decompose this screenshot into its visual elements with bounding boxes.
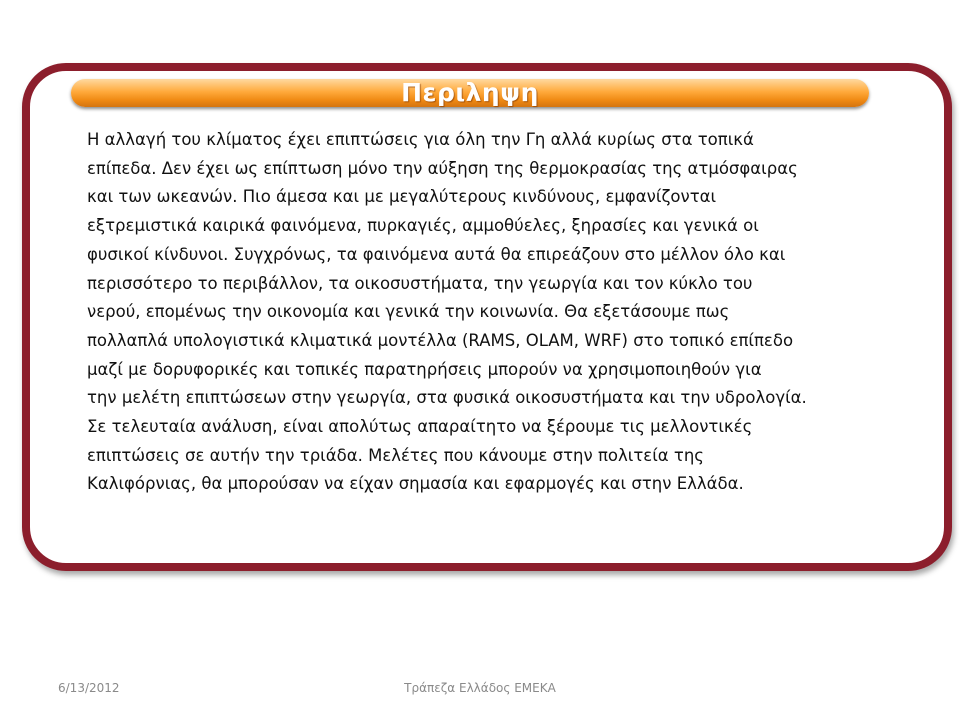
slide-body-text: Η αλλαγή του κλίματος έχει επιπτώσεις για όλη την Γη αλλά κυρίως στα τοπικά επίπεδα. Δεν έχει ως επίπτωση μόνο την αύξηση της θερμοκρασίας της ατμόσφαιρας και των ωκεανών. Πιο άμεσα και με μεγαλύτερους κινδύνους, εμφανίζονται εξτρεμιστικά καιρικά φαινόμενα, πυρκαγιές, αμμοθύελες, ξηρασίες και γενικά οι φυσικοί κίνδυνοι. Συγχρόνως, τα φαινόμενα αυτά θα επιρεάζουν στο μέλλον όλο και περισσότερο το περιβάλλον, τα οικοσυστήματα, την γεωργία και τον κύκλο του νερού, επομένως την οικονομία και γενικά την κοινωνία. Θα εξετάσουμε πως πολλαπλά υπολογιστικά κλιματικά μοντέλλα (RAMS, OLAM, WRF) στο τοπικό επίπεδο μαζί με δορυφορικές και τοπικές παρατηρήσεις μπορούν να χρησιμοποιηθούν για την μελέτη επιπτώσεων στην γεωργία, στα φυσικά οικοσυστήματα και την υδρολογία. Σε τελευταία ανάλυση, είναι απολύτως απαραίτητο να ξέρουμε τις μελλοντικές επιπτώσεις σε αυτήν την τριάδα. Μελέτες που κάνουμε στην πολιτεία της Καλιφόρνιας, θα μπορούσαν να είχαν σημασία και εφαρμογές και στην Ελλάδα. — [87, 130, 807, 494]
footer-date: 6/13/2012 — [58, 681, 120, 695]
footer-center-text: Τράπεζα Ελλάδος ΕΜΕΚΑ — [404, 681, 556, 695]
slide-title: Περιληψη — [401, 78, 539, 107]
